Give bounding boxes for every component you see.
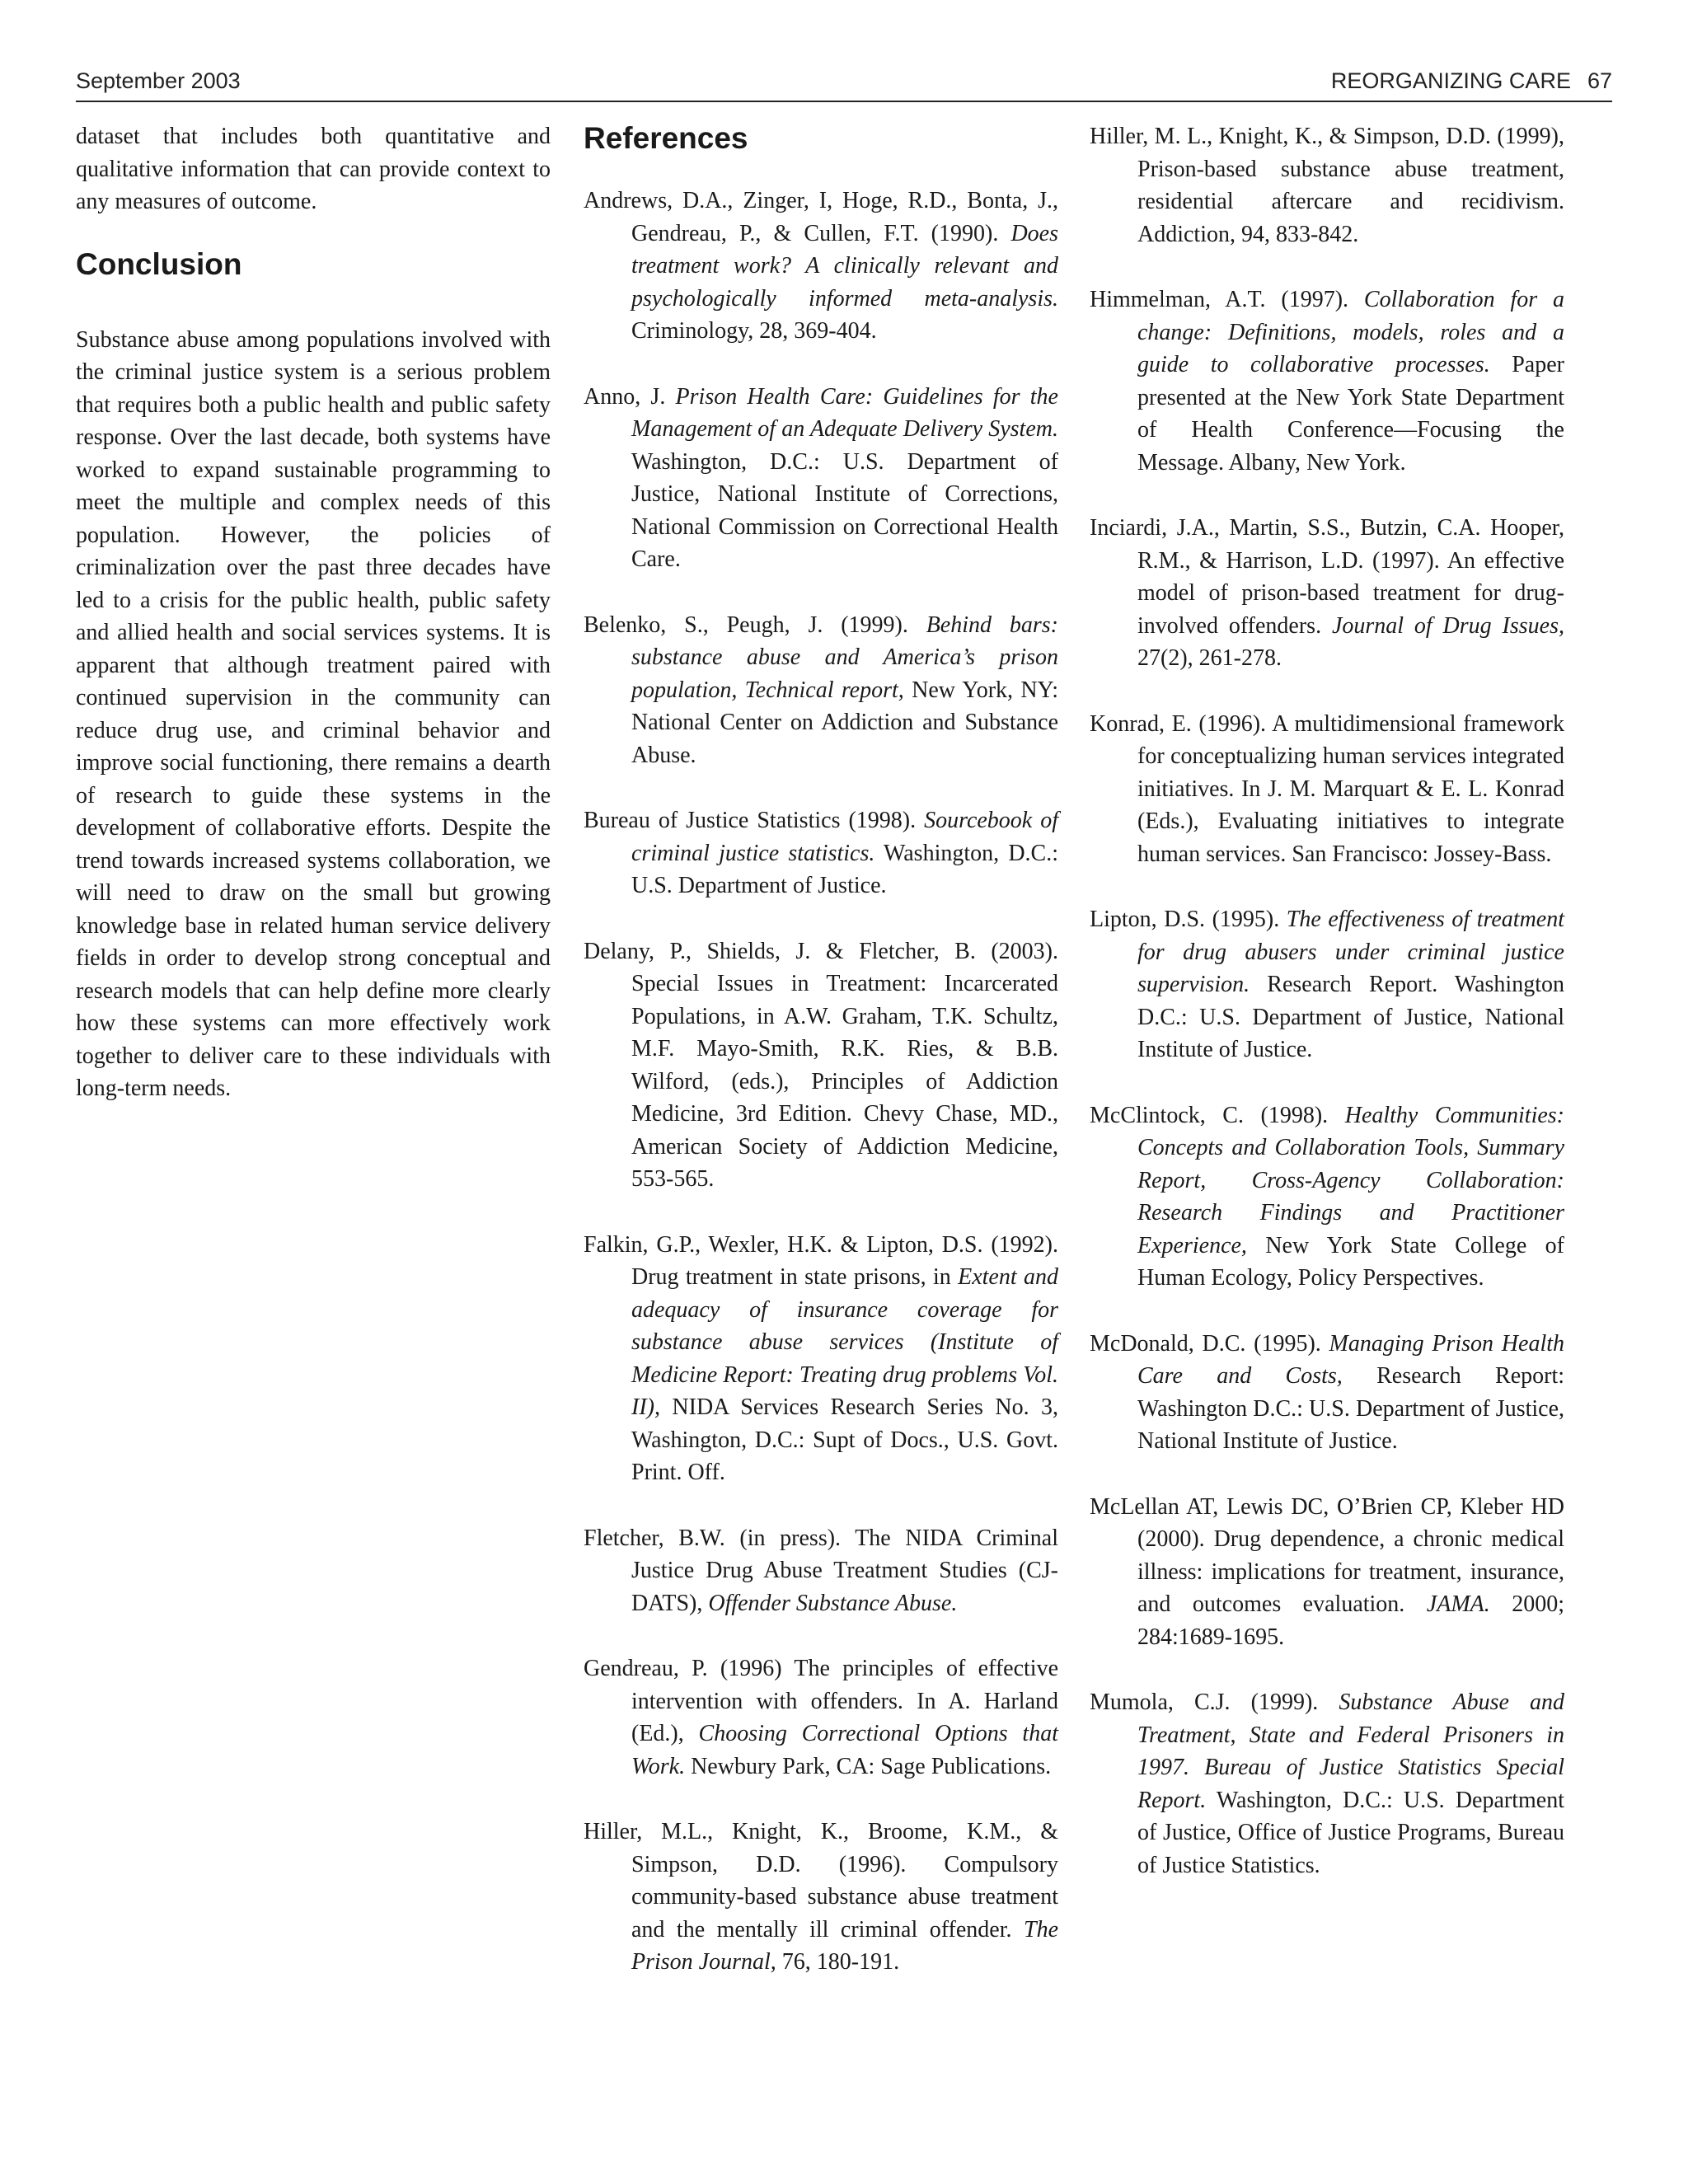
reference-text: Hiller, M. L., Knight, K., & Simpson, D.D. (1999), Prison-based substance abuse treatment, residential aftercare and recidivism. Addiction, 94, 833-842. xyxy=(1090,124,1564,247)
reference-text: Mumola, C.J. (1999). xyxy=(1090,1690,1339,1715)
reference-title: Healthy Communities: Concepts and Collaboration Tools, Summary Report, Cross-Agency Collaboration: Research Findings and Practitioner Experience, xyxy=(1137,1102,1564,1258)
reference-entry xyxy=(584,935,1058,1196)
reference-text: McDonald, D.C. (1995). xyxy=(1090,1330,1329,1357)
reference-title: Prison Health Care: Guidelines for the Management of an Adequate Delivery System. xyxy=(631,383,1058,442)
reference-source: New York, NY: National Center on Addiction and Substance Abuse. xyxy=(631,677,1058,768)
reference-title: Behind bars: substance abuse and America’s prison population, Technical report, xyxy=(631,612,1058,703)
reference-source: Washington, D.C.: U.S. Department of Justice, National Institute of Corrections, National Commission on Correctional Health Care. xyxy=(631,448,1058,572)
reference-list-1 xyxy=(584,185,1058,1979)
reference-text: Inciardi, J.A., Martin, S.S., Butzin, C.A. Hooper, R.M., & Harrison, L.D. (1997). An effective model of prison-based treatment for drug-involved offenders. xyxy=(1090,515,1564,639)
reference-entry xyxy=(1090,1491,1564,1654)
reference-entry xyxy=(1090,708,1564,871)
reference-source: Criminology, 28, 369-404. xyxy=(631,318,877,344)
reference-text: Gendreau, P. (1996) The principles of effective intervention with offenders. In A. Harland (Ed.), xyxy=(584,1656,1058,1746)
reference-source: Research Report. Washington D.C.: U.S. Department of Justice, National Institute of Justice. xyxy=(1137,972,1564,1062)
reference-title: Journal of Drug Issues, xyxy=(1331,612,1564,639)
reference-entry xyxy=(584,185,1058,348)
running-head xyxy=(1315,68,1612,94)
reference-source: 76, 180-191. xyxy=(776,1949,900,1975)
issue-date: September 2003 xyxy=(76,68,241,93)
reference-list-2 xyxy=(1090,120,1564,1882)
page-number: 67 xyxy=(1587,68,1612,93)
reference-source: 27(2), 261-278. xyxy=(1137,645,1282,671)
reference-text: Hiller, M.L., Knight, K., Broome, K.M., & Simpson, D.D. (1996). Compulsory community-based substance abuse treatment and the mentally ill criminal offender. xyxy=(584,1819,1058,1943)
reference-text: Anno, J. xyxy=(584,383,676,410)
reference-title: The Prison Journal, xyxy=(631,1916,1058,1975)
reference-entry xyxy=(1090,120,1564,251)
reference-entry xyxy=(584,1652,1058,1783)
reference-title: Substance Abuse and Treatment, State and Federal Prisoners in 1997. Bureau of Justice Statistics Special Report. xyxy=(1137,1690,1565,1813)
reference-entry xyxy=(584,1229,1058,1489)
reference-source: Newbury Park, CA: Sage Publications. xyxy=(685,1753,1052,1779)
reference-text: Konrad, E. (1996). A multidimensional framework for conceptualizing human services integrated initiatives. In J. M. Marquart & E. L. Konrad (Eds.), Evaluating initiatives to integrate human services. San Francisco: Jossey-Bass. xyxy=(1090,710,1564,867)
reference-entry xyxy=(584,1816,1058,1979)
reference-entry xyxy=(1090,903,1564,1066)
reference-text: McClintock, C. (1998). xyxy=(1090,1102,1345,1128)
reference-text: Falkin, G.P., Wexler, H.K. & Lipton, D.S. (1992). Drug treatment in state prisons, in xyxy=(584,1231,1058,1290)
intro-paragraph: dataset that includes both quantitative and qualitative information that can provide context to any measures of outcome. xyxy=(76,124,551,214)
reference-title: Does treatment work? A clinically relevant and psychologically informed meta-analysis. xyxy=(631,220,1058,312)
reference-source: Washington, D.C.: U.S. Department of Justice, Office of Justice Programs, Bureau of Justice Statistics. xyxy=(1137,1787,1564,1878)
reference-title: Choosing Correctional Options that Work. xyxy=(631,1721,1058,1779)
reference-title: Extent and adequacy of insurance coverage for substance abuse services (Institute of Medicine Report: Treating drug problems Vol. II), xyxy=(631,1264,1058,1420)
reference-text: Bureau of Justice Statistics (1998). xyxy=(584,808,925,833)
reference-text: Lipton, D.S. (1995). xyxy=(1090,907,1287,932)
reference-source: 2000; 284:1689-1695. xyxy=(1137,1591,1565,1650)
references-heading: References xyxy=(584,121,748,155)
reference-title: Offender Substance Abuse. xyxy=(708,1590,958,1616)
reference-title: The effectiveness of treatment for drug abusers under criminal justice supervision. xyxy=(1137,907,1565,997)
reference-text: Himmelman, A.T. (1997). xyxy=(1090,287,1364,312)
reference-entry xyxy=(584,609,1058,772)
reference-title: Collaboration for a change: Definitions, models, roles and a guide to collaborative processes. xyxy=(1137,287,1564,377)
reference-entry xyxy=(1090,1686,1564,1882)
reference-text: McLellan AT, Lewis DC, O’Brien CP, Kleber HD (2000). Drug dependence, a chronic medical illness: implications for treatment, insurance, and outcomes evaluation. xyxy=(1090,1493,1564,1617)
references-column-2 xyxy=(1090,120,1564,1882)
reference-text: Delany, P., Shields, J. & Fletcher, B. (2003). Special Issues in Treatment: Incarcerated Populations, in A.W. Graham, T.K. Schultz, M.F. Mayo-Smith, R.K. Ries, & B.B. Wilford, (eds.), Principles of Addiction Medicine, 3rd Edition. Chevy Chase, MD., American Society of Addiction Medicine, 553-565. xyxy=(584,938,1058,1192)
reference-title: Sourcebook of criminal justice statistics. xyxy=(631,808,1059,866)
reference-entry xyxy=(584,804,1058,902)
reference-entry xyxy=(1090,1328,1564,1458)
reference-entry xyxy=(584,1522,1058,1620)
reference-title: Managing Prison Health Care and Costs, xyxy=(1137,1330,1564,1389)
section-title: REORGANIZING CARE xyxy=(1330,68,1571,93)
reference-entry xyxy=(1090,512,1564,675)
references-column-1 xyxy=(584,120,1058,1979)
left-column xyxy=(76,120,551,1105)
reference-text: Andrews, D.A., Zinger, I, Hoge, R.D., Bonta, J., Gendreau, P., & Cullen, F.T. (1990). xyxy=(584,188,1058,246)
reference-source: Washington, D.C.: U.S. Department of Justice. xyxy=(631,840,1058,898)
reference-entry xyxy=(1090,1099,1564,1295)
reference-text: Belenko, S., Peugh, J. (1999). xyxy=(584,612,926,638)
conclusion-heading: Conclusion xyxy=(76,246,242,281)
reference-text: Fletcher, B.W. (in press). The NIDA Criminal Justice Drug Abuse Treatment Studies (CJ-DATS), xyxy=(584,1525,1058,1616)
reference-entry xyxy=(584,381,1058,576)
reference-source: NIDA Services Research Series No. 3, Washington, D.C.: Supt of Docs., U.S. Govt. Print. Off. xyxy=(631,1394,1058,1485)
reference-source: Paper presented at the New York State Department of Health Conference—Focusing the Message. Albany, New York. xyxy=(1137,352,1564,476)
conclusion-paragraph: Substance abuse among populations involved with the criminal justice system is a serious problem that requires both a public health and public safety response. Over the last decade, both systems have worked to expand sustainable programming to meet the multiple and complex needs of this population. However, the policies of criminalization over the past three decades have led to a crisis for the public health, public safety and allied health and social services systems. It is apparent that although treatment paired with continued supervision in the community can reduce drug use, and criminal behavior and improve social functioning, there remains a dearth of research to guide these systems in the development of collaborative efforts. Despite the trend towards increased systems collaboration, we will need to draw on the small but growing knowledge base in related human service delivery fields in order to develop strong conceptual and research models that can help define more clearly how these systems can more effectively work together to deliver care to these individuals with long-term needs. xyxy=(76,326,551,1101)
reference-source: New York State College of Human Ecology, Policy Perspectives. xyxy=(1137,1232,1564,1291)
reference-entry xyxy=(1090,284,1564,479)
reference-source: Research Report: Washington D.C.: U.S. Department of Justice, National Institute of Justice. xyxy=(1137,1363,1564,1454)
reference-title: JAMA. xyxy=(1426,1591,1490,1617)
page-header xyxy=(76,58,1612,102)
